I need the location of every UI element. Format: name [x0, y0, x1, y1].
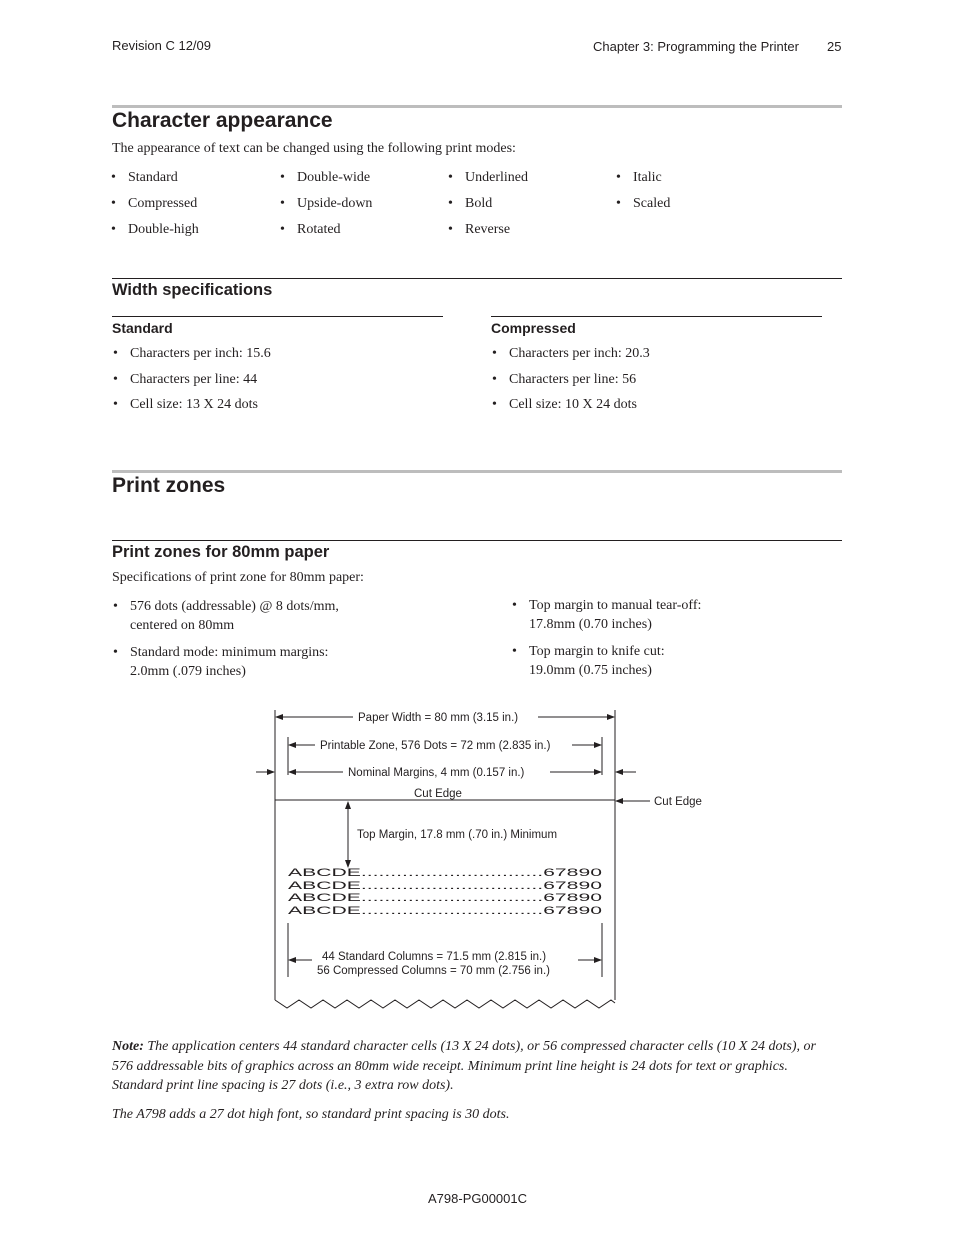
printable-zone-label: Printable Zone, 576 Dots = 72 mm (2.835 in.)	[320, 740, 551, 752]
section-rule	[112, 105, 842, 108]
top-margin-label: Top Margin, 17.8 mm (.70 in.) Minimum	[357, 829, 558, 841]
print-zones-intro: Specifications of print zone for 80mm paper:	[112, 570, 364, 585]
sample-print-line: ABCDE...............................67890	[288, 867, 602, 879]
list-item: • Rotated	[297, 220, 341, 239]
list-item: • Cell size: 13 X 24 dots	[130, 395, 258, 414]
note-extra: The A798 adds a 27 dot high font, so standard print spacing is 30 dots.	[112, 1107, 510, 1122]
list-item: • Standard	[128, 168, 178, 187]
standard-heading: Standard	[112, 320, 173, 336]
list-item: • Italic	[633, 168, 662, 187]
character-appearance-intro: The appearance of text can be changed using the following print modes:	[112, 141, 516, 156]
sample-print-line: ABCDE...............................67890	[288, 905, 602, 917]
list-item: • Cell size: 10 X 24 dots	[509, 395, 637, 414]
list-item: • Characters per inch: 15.6	[130, 344, 271, 363]
sample-print-line: ABCDE...............................67890	[288, 880, 602, 892]
note-label: Note:	[112, 1039, 144, 1054]
list-item: • Double-wide	[297, 168, 370, 187]
list-item: • Double-high	[128, 220, 199, 239]
compressed-columns-label: 56 Compressed Columns = 70 mm (2.756 in.)	[317, 965, 550, 977]
list-item: • Top margin to manual tear-off: 17.8mm (0.70 inches)	[529, 596, 701, 634]
column-rule	[491, 316, 822, 317]
document-id: A798-PG00001C	[428, 1191, 528, 1206]
list-item: • Top margin to knife cut: 19.0mm (0.75 inches)	[529, 642, 665, 680]
list-item: • Characters per line: 44	[130, 370, 257, 389]
list-item: • Reverse	[465, 220, 510, 239]
list-item: • Underlined	[465, 168, 528, 187]
list-item: • Upside-down	[297, 194, 372, 213]
list-item: • Compressed	[128, 194, 197, 213]
note-paragraph	[112, 1037, 832, 1096]
subsection-title-width-specifications: Width specifications	[112, 281, 273, 299]
page-number: 25	[827, 39, 842, 54]
print-zone-diagram	[250, 705, 720, 1015]
subsection-title-print-zones-80mm: Print zones for 80mm paper	[112, 543, 330, 561]
revision-label: Revision C 12/09	[112, 38, 211, 53]
subsection-rule	[112, 278, 842, 279]
list-item: • Standard mode: minimum margins: 2.0mm (.079 inches)	[130, 643, 328, 681]
section-title-character-appearance: Character appearance	[112, 109, 333, 132]
column-rule	[112, 316, 443, 317]
subsection-rule	[112, 540, 842, 541]
nominal-margins-label: Nominal Margins, 4 mm (0.157 in.)	[348, 767, 525, 779]
section-title-print-zones: Print zones	[112, 474, 226, 497]
list-item: • Characters per line: 56	[509, 370, 636, 389]
list-item: • Bold	[465, 194, 492, 213]
note-text: The application centers 44 standard character cells (13 X 24 dots), or 56 compressed character cells (10 X 24 dots), or 576 addressable bits of graphics across an 80mm wide receipt. Minimum print line height is 24 dots for text or graphics. Standard print line spacing is 27 dots (i.e., 3 extra row dots).	[112, 1039, 816, 1093]
list-item: • Characters per inch: 20.3	[509, 344, 650, 363]
section-rule	[112, 470, 842, 473]
sample-print-line: ABCDE...............................67890	[288, 892, 602, 904]
list-item: • Scaled	[633, 194, 670, 213]
paper-width-label: Paper Width = 80 mm (3.15 in.)	[358, 712, 519, 724]
chapter-label: Chapter 3: Programming the Printer	[593, 39, 799, 54]
list-item: • 576 dots (addressable) @ 8 dots/mm, centered on 80mm	[130, 597, 339, 635]
cut-edge-top-label: Cut Edge	[414, 788, 462, 800]
standard-columns-label: 44 Standard Columns = 71.5 mm (2.815 in.)	[322, 951, 547, 963]
cut-edge-right-label: Cut Edge	[654, 796, 702, 808]
compressed-heading: Compressed	[491, 320, 576, 336]
